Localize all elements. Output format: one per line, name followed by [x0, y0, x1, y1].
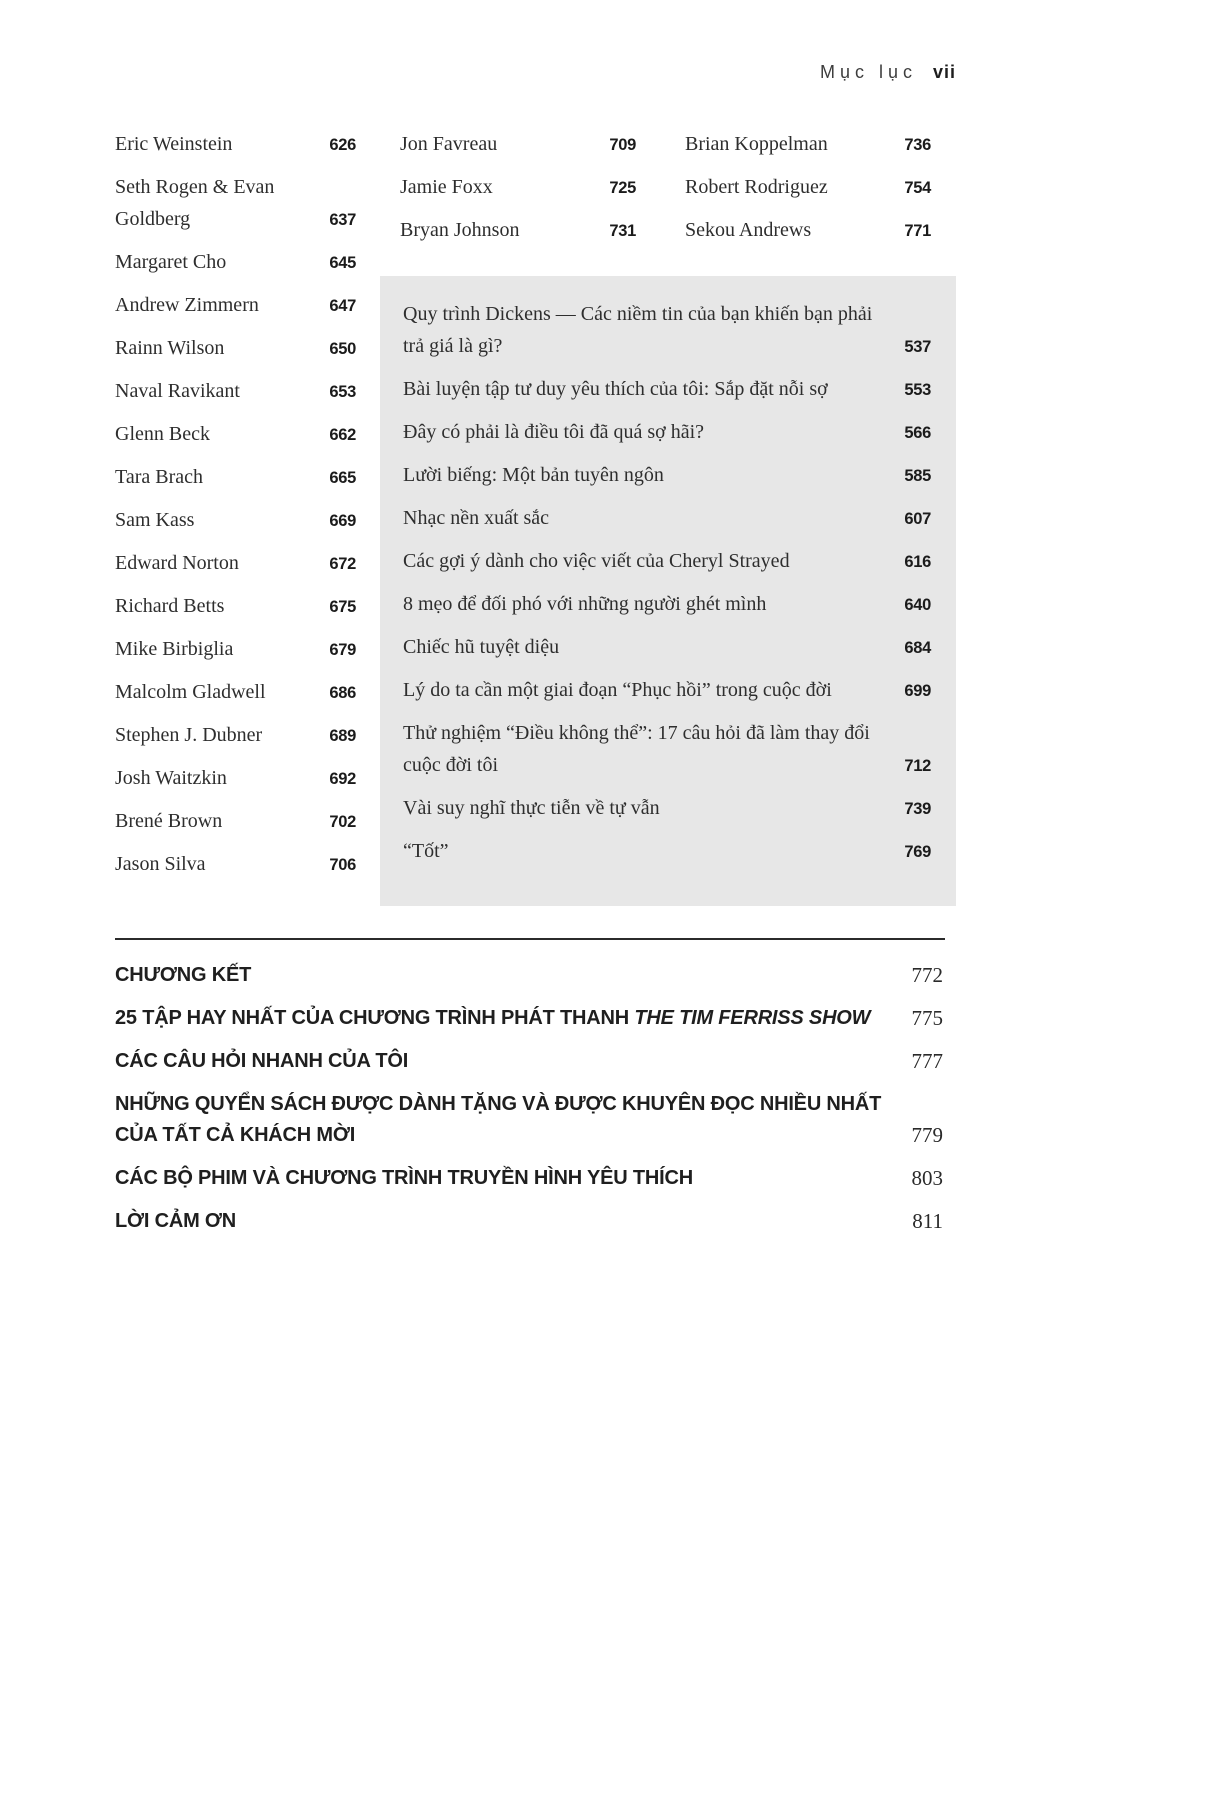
entry-title: Đây có phải là điều tôi đã quá sợ hãi?: [403, 421, 705, 443]
entry-title: Sekou Andrews: [685, 219, 812, 241]
toc-entry: [115, 547, 356, 579]
entry-title: Mike Birbiglia: [115, 638, 234, 660]
entry-page: 769: [904, 843, 931, 861]
entry-page: 679: [329, 641, 356, 659]
entry-title: Tara Brach: [115, 466, 203, 488]
entry-title: Lười biếng: Một bản tuyên ngôn: [403, 464, 664, 486]
entry-title: Jason Silva: [115, 853, 206, 875]
toc-entry: [115, 633, 356, 665]
toc-entry: [115, 762, 356, 794]
entry-title: Jamie Foxx: [400, 176, 493, 198]
toc-entry: [115, 418, 356, 450]
entry-page: 811: [912, 1209, 943, 1233]
entry-page: 803: [911, 1166, 943, 1190]
entry-page: 771: [904, 222, 931, 240]
toc-entry: [115, 960, 943, 991]
entry-page: 684: [904, 639, 931, 657]
entry-page: 689: [329, 727, 356, 745]
entry-title: “Tốt”: [403, 840, 449, 862]
entry-page: 640: [904, 596, 931, 614]
entry-title: Quy trình Dickens — Các niềm tin của bạn khiến bạn phải trả giá là gì?: [403, 303, 873, 357]
entry-title: Jon Favreau: [400, 133, 498, 155]
entry-title: Brian Koppelman: [685, 133, 828, 155]
toc-entry: [403, 835, 931, 867]
toc-entry: [403, 502, 931, 534]
entry-title: Thử nghiệm “Điều không thể”: 17 câu hỏi đã làm thay đổi cuộc đời tôi: [403, 722, 870, 776]
entry-page: 537: [904, 338, 931, 356]
entry-title: [115, 1046, 891, 1077]
entry-page: 702: [329, 813, 356, 831]
entry-title: Eric Weinstein: [115, 133, 233, 155]
entry-page: 672: [329, 555, 356, 573]
toc-entry: [115, 461, 356, 493]
entry-title: Edward Norton: [115, 552, 239, 574]
toc-entry: [403, 674, 931, 706]
toc-entry: [403, 631, 931, 663]
entry-page: 662: [329, 426, 356, 444]
entry-page: 725: [609, 179, 636, 197]
entry-title: Glenn Beck: [115, 423, 210, 445]
entry-page: 736: [904, 136, 931, 154]
page-header: [0, 62, 956, 83]
entry-page: 626: [329, 136, 356, 154]
entry-page: 585: [904, 467, 931, 485]
entry-page: 706: [329, 856, 356, 874]
entry-page: 647: [329, 297, 356, 315]
entry-title: Andrew Zimmern: [115, 294, 259, 316]
entry-title-text: NHỮNG QUYỂN SÁCH ĐƯỢC DÀNH TẶNG VÀ ĐƯỢC KHUYÊN ĐỌC NHIỀU NHẤT CỦA TẤT CẢ KHÁCH MỜI: [115, 1093, 882, 1146]
bottom-section: [115, 960, 943, 1249]
entry-title-text: CHƯƠNG KẾT: [115, 964, 252, 986]
toc-entry: [115, 1089, 943, 1151]
toc-entry: [685, 171, 931, 203]
entry-title: Các gợi ý dành cho việc viết của Cheryl Strayed: [403, 550, 790, 572]
toc-entry: [403, 416, 931, 448]
toc-entry: [115, 171, 356, 235]
entry-title: Bryan Johnson: [400, 219, 520, 241]
toc-entry: [115, 848, 356, 880]
entry-page: 566: [904, 424, 931, 442]
entry-title-text: 25 TẬP HAY NHẤT CỦA CHƯƠNG TRÌNH PHÁT THANH: [115, 1007, 635, 1029]
toc-entry: [403, 459, 931, 491]
toc-entry: [403, 588, 931, 620]
entry-title-text: LỜI CẢM ƠN: [115, 1210, 236, 1232]
entry-title: [115, 1003, 891, 1034]
toc-entry: [400, 128, 636, 160]
entry-page: 739: [904, 800, 931, 818]
toc-entry: [115, 1003, 943, 1034]
entry-page: 650: [329, 340, 356, 358]
toc-entry: [115, 375, 356, 407]
toc-entry: [115, 1206, 943, 1237]
page-title: Mục lục: [819, 62, 917, 82]
entry-page: 772: [911, 963, 943, 987]
entry-title: Naval Ravikant: [115, 380, 240, 402]
entry-title-text: CÁC CÂU HỎI NHANH CỦA TÔI: [115, 1050, 409, 1072]
divider: [115, 938, 945, 940]
entry-page: 731: [609, 222, 636, 240]
entry-page: 775: [911, 1006, 943, 1030]
toc-entry: [403, 298, 931, 362]
entry-title: Chiếc hũ tuyệt diệu: [403, 636, 560, 658]
entry-page: 616: [904, 553, 931, 571]
entry-page: 699: [904, 682, 931, 700]
entry-title: Vài suy nghĩ thực tiễn về tự vẫn: [403, 797, 660, 819]
toc-entry: [403, 545, 931, 577]
entry-page: 653: [329, 383, 356, 401]
entry-title: Lý do ta cần một giai đoạn “Phục hồi” trong cuộc đời: [403, 679, 832, 701]
entry-page: 754: [904, 179, 931, 197]
entry-title: Richard Betts: [115, 595, 225, 617]
page-number: vii: [932, 62, 956, 82]
entry-title: Stephen J. Dubner: [115, 724, 263, 746]
entry-title: Nhạc nền xuất sắc: [403, 507, 550, 529]
entry-title: Malcolm Gladwell: [115, 681, 266, 703]
entry-page: 665: [329, 469, 356, 487]
toc-entry: [403, 373, 931, 405]
toc-entry: [400, 171, 636, 203]
entry-page: 607: [904, 510, 931, 528]
entry-title: Brené Brown: [115, 810, 223, 832]
toc-entry: [115, 504, 356, 536]
entry-title: Bài luyện tập tư duy yêu thích của tôi: Sắp đặt nỗi sợ: [403, 378, 828, 400]
entry-page: 553: [904, 381, 931, 399]
entry-page: 669: [329, 512, 356, 530]
entry-title: Seth Rogen & Evan Goldberg: [115, 176, 275, 230]
toc-entry: [115, 590, 356, 622]
entry-title: 8 mẹo để đối phó với những người ghét mình: [403, 593, 767, 615]
toc-entry: [403, 717, 931, 781]
entry-title: [115, 1206, 891, 1237]
toc-entry: [685, 128, 931, 160]
toc-entry: [685, 214, 931, 246]
toc-entry: [115, 676, 356, 708]
toc-right-column: [685, 128, 931, 257]
entry-title: Josh Waitzkin: [115, 767, 227, 789]
toc-entry: [115, 1046, 943, 1077]
highlight-box: [380, 276, 956, 906]
entry-title: Margaret Cho: [115, 251, 227, 273]
toc-left-column: [115, 128, 356, 891]
entry-title: Robert Rodriguez: [685, 176, 828, 198]
toc-entry: [115, 128, 356, 160]
entry-title: Rainn Wilson: [115, 337, 225, 359]
entry-title-italic: THE TIM FERRISS SHOW: [634, 1007, 871, 1029]
toc-entry: [115, 332, 356, 364]
entry-page: 637: [329, 211, 356, 229]
entry-title-text: CÁC BỘ PHIM VÀ CHƯƠNG TRÌNH TRUYỀN HÌNH YÊU THÍCH: [115, 1167, 693, 1189]
entry-title: [115, 1163, 891, 1194]
entry-page: 779: [911, 1123, 943, 1147]
entry-page: 645: [329, 254, 356, 272]
entry-title: [115, 1089, 891, 1151]
toc-entry: [115, 1163, 943, 1194]
entry-page: 712: [904, 757, 931, 775]
entry-title: [115, 960, 891, 991]
toc-entry: [115, 719, 356, 751]
entry-page: 686: [329, 684, 356, 702]
toc-mid-column: [400, 128, 636, 257]
entry-page: 709: [609, 136, 636, 154]
entry-page: 777: [911, 1049, 943, 1073]
entry-title: Sam Kass: [115, 509, 195, 531]
toc-entry: [115, 289, 356, 321]
toc-entry: [115, 246, 356, 278]
toc-entry: [400, 214, 636, 246]
toc-entry: [403, 792, 931, 824]
entry-page: 692: [329, 770, 356, 788]
entry-page: 675: [329, 598, 356, 616]
toc-entry: [115, 805, 356, 837]
